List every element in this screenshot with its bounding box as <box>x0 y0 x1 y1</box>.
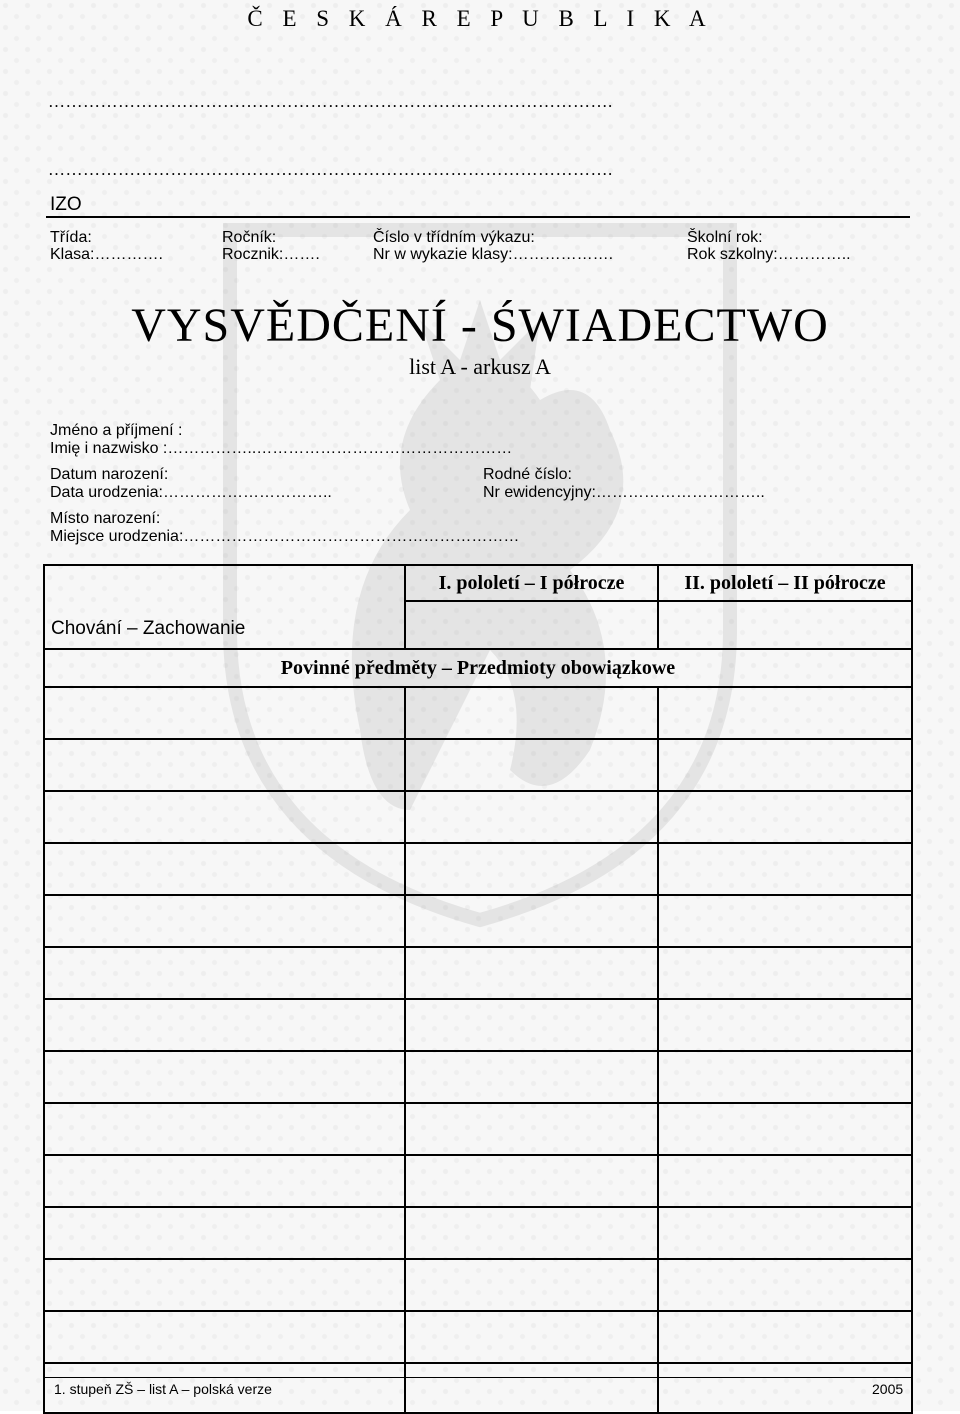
compulsory-section-row <box>44 649 912 687</box>
subject-row <box>44 1051 912 1103</box>
subject-name-cell[interactable] <box>44 895 405 947</box>
rocznik-field[interactable]: Rocznik:……. <box>222 246 320 263</box>
subject-name-cell[interactable] <box>44 999 405 1051</box>
subject-grade-semester-2[interactable] <box>658 1051 912 1103</box>
school-name-dotted-line[interactable]: ……………………………………………………………………………………. <box>48 92 613 111</box>
republic-heading: Č E S K Á R E P U B L I K A <box>247 6 713 31</box>
subject-grade-semester-1[interactable] <box>405 1103 658 1155</box>
izo-label: IZO <box>50 194 82 215</box>
rok-szkolny-field[interactable]: Rok szkolny:………….. <box>687 246 851 263</box>
footer-divider <box>43 1377 911 1378</box>
subject-grade-semester-1[interactable] <box>405 1363 658 1413</box>
subject-row <box>44 1207 912 1259</box>
footer-year: 2005 <box>872 1381 904 1397</box>
subject-row <box>44 895 912 947</box>
grades-table <box>43 564 913 1414</box>
subject-name-cell[interactable] <box>44 1051 405 1103</box>
subject-row <box>44 791 912 843</box>
subject-grade-semester-1[interactable] <box>405 843 658 895</box>
behavior-grade-semester-2[interactable] <box>658 601 912 649</box>
skolni-rok-label: Školní rok: <box>687 229 763 246</box>
subject-grade-semester-1[interactable] <box>405 791 658 843</box>
imie-field[interactable]: Imię i nazwisko :……………..………………………………………… <box>50 440 513 457</box>
subject-rows <box>44 687 912 1413</box>
subject-grade-semester-2[interactable] <box>658 895 912 947</box>
subject-name-cell[interactable] <box>44 739 405 791</box>
subject-grade-semester-2[interactable] <box>658 1103 912 1155</box>
subject-grade-semester-1[interactable] <box>405 999 658 1051</box>
semester-1-header: I. pololetí – I półrocze <box>405 565 658 601</box>
subject-name-cell[interactable] <box>44 1311 405 1363</box>
subject-row <box>44 1103 912 1155</box>
school-address-dotted-line[interactable]: ……………………………………………………………………………………. <box>48 160 613 179</box>
subject-grade-semester-2[interactable] <box>658 843 912 895</box>
behavior-grade-semester-1[interactable] <box>405 601 658 649</box>
subject-grade-semester-2[interactable] <box>658 791 912 843</box>
subject-name-cell[interactable] <box>44 1103 405 1155</box>
subject-grade-semester-2[interactable] <box>658 999 912 1051</box>
data-urodzenia-field[interactable]: Data urodzenia:………………………….. <box>50 484 332 501</box>
subject-grade-semester-1[interactable] <box>405 739 658 791</box>
misto-narozeni-label: Místo narození: <box>50 510 161 527</box>
rocnik-label: Ročník: <box>222 229 277 246</box>
header-divider <box>46 216 910 218</box>
subject-row <box>44 687 912 739</box>
behavior-label: Chování – Zachowanie <box>44 565 405 649</box>
subject-name-cell[interactable] <box>44 791 405 843</box>
footer-left-text: 1. stupeň ZŠ – list A – polská verze <box>54 1381 272 1397</box>
datum-narozeni-label: Datum narození: <box>50 466 169 483</box>
subject-grade-semester-2[interactable] <box>658 1155 912 1207</box>
subject-row <box>44 1155 912 1207</box>
subject-grade-semester-2[interactable] <box>658 687 912 739</box>
certificate-title: VYSVĚDČENÍ - ŚWIADECTWO <box>131 299 829 352</box>
subject-name-cell[interactable] <box>44 1155 405 1207</box>
subject-grade-semester-1[interactable] <box>405 947 658 999</box>
subject-row <box>44 999 912 1051</box>
subject-grade-semester-2[interactable] <box>658 739 912 791</box>
miejsce-urodzenia-field[interactable]: Miejsce urodzenia:……………………………………………………… <box>50 528 520 545</box>
subject-name-cell[interactable] <box>44 843 405 895</box>
subject-grade-semester-1[interactable] <box>405 895 658 947</box>
subject-grade-semester-1[interactable] <box>405 1259 658 1311</box>
subject-name-cell[interactable] <box>44 687 405 739</box>
subject-row <box>44 1259 912 1311</box>
subject-grade-semester-1[interactable] <box>405 1311 658 1363</box>
subject-grade-semester-2[interactable] <box>658 1311 912 1363</box>
cislo-vykazu-label: Číslo v třídním výkazu: <box>373 229 535 246</box>
subject-grade-semester-1[interactable] <box>405 1051 658 1103</box>
jmeno-label: Jméno a příjmení : <box>50 422 183 439</box>
subject-name-cell[interactable] <box>44 947 405 999</box>
certificate-subtitle: list A - arkusz A <box>409 354 551 379</box>
nr-ewidencyjny-field[interactable]: Nr ewidencyjny:………………………….. <box>483 484 765 501</box>
subject-grade-semester-2[interactable] <box>658 1259 912 1311</box>
trida-label: Třída: <box>50 229 92 246</box>
subject-row <box>44 947 912 999</box>
subject-name-cell[interactable] <box>44 1207 405 1259</box>
nr-wykazie-field[interactable]: Nr w wykazie klasy:………………. <box>373 246 614 263</box>
subject-grade-semester-1[interactable] <box>405 1207 658 1259</box>
subject-name-cell[interactable] <box>44 1259 405 1311</box>
subject-row <box>44 1311 912 1363</box>
semester-2-header: II. pololetí – II półrocze <box>658 565 912 601</box>
subject-grade-semester-2[interactable] <box>658 1207 912 1259</box>
klasa-field[interactable]: Klasa:…………. <box>50 246 163 263</box>
rodne-cislo-label: Rodné číslo: <box>483 466 572 483</box>
subject-row <box>44 739 912 791</box>
semester-header-row <box>44 565 912 601</box>
subject-row <box>44 843 912 895</box>
subject-grade-semester-1[interactable] <box>405 687 658 739</box>
subject-grade-semester-1[interactable] <box>405 1155 658 1207</box>
subject-grade-semester-2[interactable] <box>658 947 912 999</box>
compulsory-subjects-header: Povinné předměty – Przedmioty obowiązkowe <box>44 649 912 687</box>
